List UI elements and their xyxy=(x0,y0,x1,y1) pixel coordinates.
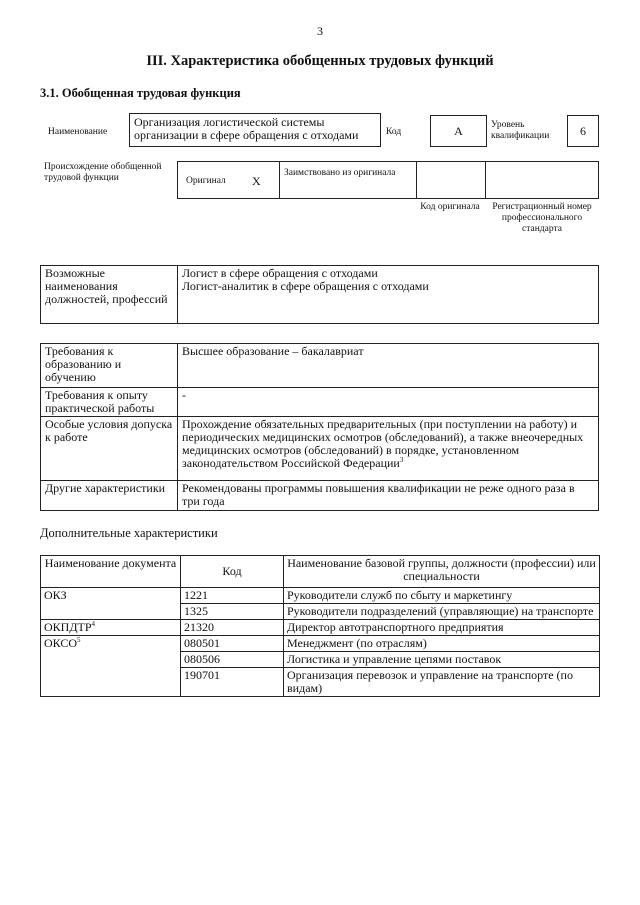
header-document: Наименование документа xyxy=(41,556,181,588)
additional-title: Дополнительные характеристики xyxy=(40,526,218,540)
code-cell: 21320 xyxy=(181,620,284,636)
footnote-5: 5 xyxy=(77,636,81,644)
code-cell: 080506 xyxy=(181,652,284,668)
doc-cell xyxy=(41,604,181,620)
section-title: III. Характеристика обобщенных трудовых функций xyxy=(146,53,494,69)
requirement-row xyxy=(41,481,599,511)
positions-row xyxy=(41,266,599,324)
page-number: 3 xyxy=(317,24,323,38)
req-experience-value: - xyxy=(178,388,599,417)
requirements-table xyxy=(40,343,599,511)
origin-divider-1 xyxy=(279,162,280,198)
borrowed-label: Заимствовано из оригинала xyxy=(284,168,396,178)
doc-cell xyxy=(41,668,181,697)
requirement-row xyxy=(41,417,599,481)
reg-number-caption: Регистрационный номер профессионального стандарта xyxy=(492,202,592,234)
name-cell: Руководители подразделений (управляющие) на транспорте xyxy=(284,604,600,620)
code-label: Код xyxy=(386,127,402,137)
req-conditions-cell xyxy=(178,417,599,481)
table-row xyxy=(41,652,600,668)
name-label: Наименование xyxy=(48,127,108,137)
requirement-row xyxy=(41,344,599,388)
footnote-4: 4 xyxy=(91,620,96,628)
footnote-3: 3 xyxy=(399,456,404,464)
level-value: 6 xyxy=(580,124,586,138)
function-name-value: Организация логистической системы организации в сфере обращения с отходами xyxy=(134,115,359,142)
code-cell: 1221 xyxy=(181,588,284,604)
code-cell: 080501 xyxy=(181,636,284,652)
subsection-title: 3.1. Обобщенная трудовая функция xyxy=(40,86,241,100)
original-label: Оригинал xyxy=(186,176,226,186)
req-other-value: Рекомендованы программы повышения квалификации не реже одного раза в три года xyxy=(178,481,599,511)
name-cell: Логистика и управление цепями поставок xyxy=(284,652,600,668)
additional-header-row xyxy=(41,556,600,588)
level-value-box xyxy=(567,115,599,147)
original-mark: X xyxy=(252,174,261,188)
additional-table xyxy=(40,555,600,697)
code-value-box xyxy=(430,115,487,147)
table-row xyxy=(41,604,600,620)
positions-label: Возможные наименования должностей, профессий xyxy=(41,266,178,324)
req-education-label: Требования к образованию и обучению xyxy=(41,344,178,388)
doc-name: ОКПДТР xyxy=(44,620,92,634)
doc-name: ОКСО xyxy=(44,636,78,650)
req-conditions-label: Особые условия допуска к работе xyxy=(41,417,178,481)
table-row xyxy=(41,636,600,652)
name-cell: Организация перевозок и управление на транспорте (по видам) xyxy=(284,668,600,697)
req-experience-label: Требования к опыту практической работы xyxy=(41,388,178,417)
code-cell: 190701 xyxy=(181,668,284,697)
doc-cell xyxy=(41,652,181,668)
doc-cell: ОКЗ xyxy=(41,588,181,604)
name-cell: Руководители служб по сбыту и маркетингу xyxy=(284,588,600,604)
level-label: Уровень квалификации xyxy=(491,120,550,141)
origin-divider-2 xyxy=(416,162,417,198)
origin-box xyxy=(177,161,599,199)
position-line-2: Логист-аналитик в сфере обращения с отходами xyxy=(182,279,429,293)
header-code: Код xyxy=(181,556,284,588)
code-cell: 1325 xyxy=(181,604,284,620)
positions-values xyxy=(178,266,599,324)
table-row xyxy=(41,668,600,697)
header-group-name: Наименование базовой группы, должности (профессии) или специальности xyxy=(284,556,600,588)
table-row xyxy=(41,588,600,604)
origin-divider-3 xyxy=(485,162,486,198)
code-original-caption: Код оригинала xyxy=(420,202,480,212)
req-education-value: Высшее образование – бакалавриат xyxy=(178,344,599,388)
name-cell: Директор автотранспортного предприятия xyxy=(284,620,600,636)
function-name-box xyxy=(129,113,381,147)
name-cell: Менеджмент (по отраслям) xyxy=(284,636,600,652)
code-value: A xyxy=(454,124,463,138)
positions-table xyxy=(40,265,599,324)
table-row xyxy=(41,620,600,636)
doc-cell xyxy=(41,620,181,636)
doc-cell xyxy=(41,636,181,652)
position-line-1: Логист в сфере обращения с отходами xyxy=(182,266,378,280)
req-other-label: Другие характеристики xyxy=(41,481,178,511)
origin-label: Происхождение обобщенной трудовой функции xyxy=(44,162,162,183)
requirement-row xyxy=(41,388,599,417)
req-conditions-value: Прохождение обязательных предварительных (при поступлении на работу) и периодических медицинских осмотров (обследований), а также внеочередных медицинских осмотров (обследований) в порядке, установленном законодательством Российской Федерации xyxy=(182,417,584,470)
